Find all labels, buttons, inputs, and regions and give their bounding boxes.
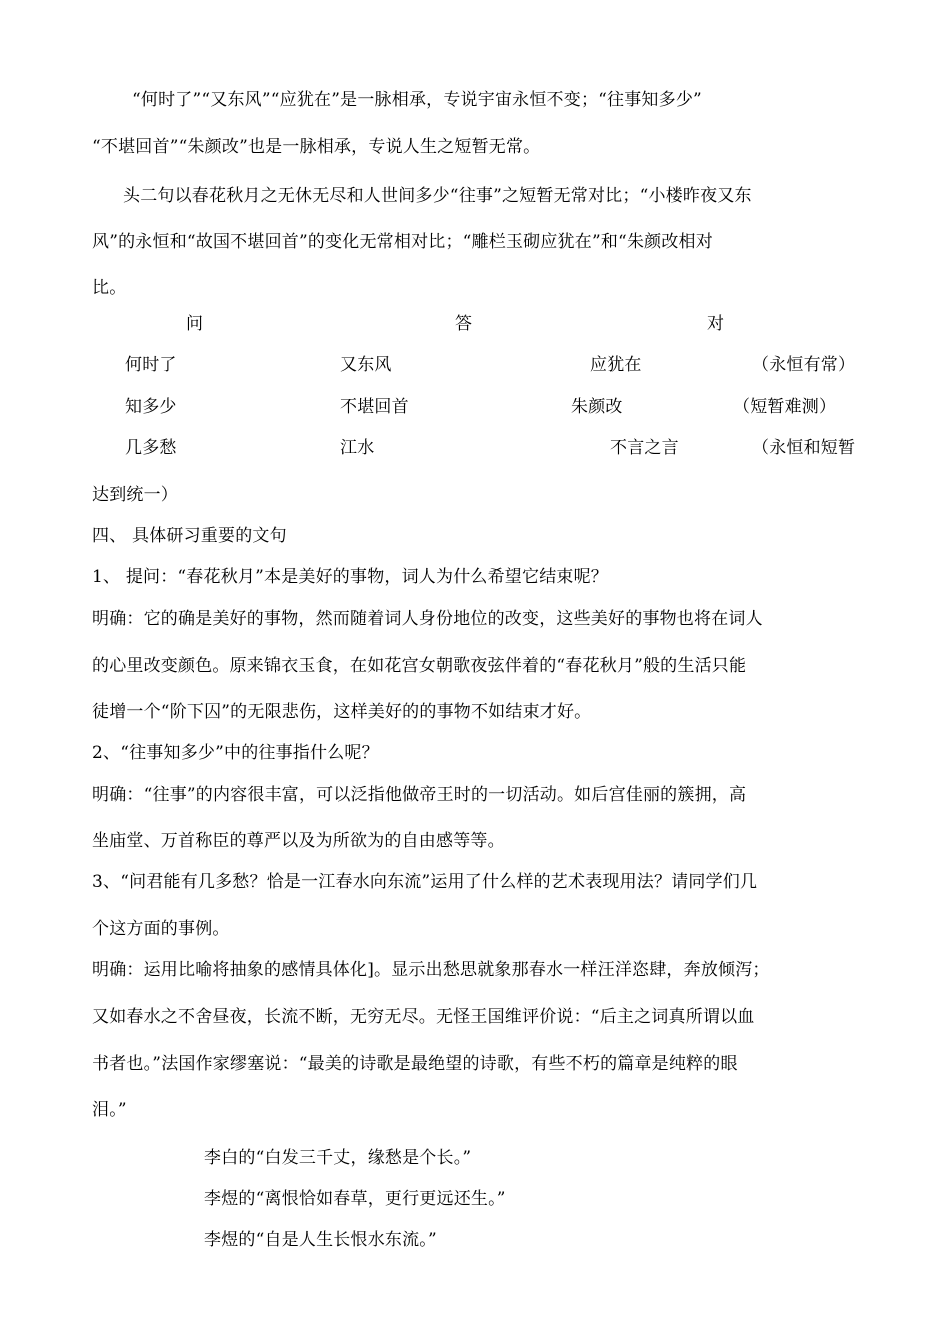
answer-2-line-2: 坐庙堂、万首称臣的尊严以及为所欲为的自由感等等。	[92, 831, 505, 851]
question-3-line-1: 3、“问君能有几多愁？恰是一江春水向东流”运用了什么样的艺术表现用法？请同学们几	[92, 872, 758, 892]
question-3-line-2: 个这方面的事例。	[92, 919, 230, 939]
table-header-ask: 问	[186, 314, 204, 334]
answer-1-line-2: 的心里改变颜色。原来锦衣玉食，在如花宫女朝歌夜弦伴着的“春花秋月”般的生活只能	[92, 656, 747, 676]
paragraph-1-line-1: “何时了”“又东风”“应犹在”是一脉相承，专说宇宙永恒不变；“往事知多少”	[132, 90, 702, 110]
section-4-heading: 四、 具体研习重要的文句	[92, 526, 287, 546]
answer-1-line-1: 明确：它的确是美好的事物，然而随着词人身份地位的改变，这些美好的事物也将在词人	[92, 609, 763, 629]
answer-3-line-2: 又如春水之不舍昼夜，长流不断，无穷无尽。无怪王国维评价说：“后主之词真所谓以血	[92, 1007, 755, 1027]
table-header-answer: 答	[455, 314, 473, 334]
table-row-2-answer: 不堪回首	[340, 397, 409, 417]
example-quote-3: 李煜的“自是人生长恨水东流。”	[204, 1230, 437, 1250]
question-1: 1、 提问：“春花秋月”本是美好的事物，词人为什么希望它结束呢？	[92, 567, 609, 587]
table-header-pair: 对	[707, 314, 725, 334]
table-row-2-ask: 知多少	[125, 397, 177, 417]
answer-3-line-3: 书者也。”法国作家缪塞说：“最美的诗歌是最绝望的诗歌，有些不朽的篇章是纯粹的眼	[92, 1054, 738, 1074]
table-note-wrap: 达到统一）	[92, 485, 178, 505]
example-quote-2: 李煜的“离恨恰如春草，更行更远还生。”	[204, 1189, 506, 1209]
answer-2-line-1: 明确：“往事”的内容很丰富，可以泛指他做帝王时的一切活动。如后宫佳丽的簇拥，高	[92, 785, 747, 805]
example-quote-1: 李白的“白发三千丈，缘愁是个长。”	[204, 1148, 472, 1168]
answer-1-line-3: 徒增一个“阶下囚”的无限悲伤，这样美好的的事物不如结束才好。	[92, 702, 592, 722]
table-row-3-answer: 江水	[340, 438, 375, 458]
table-row-3-ask: 几多愁	[125, 438, 177, 458]
table-row-1-note: （永恒有常）	[752, 355, 856, 375]
paragraph-2-line-1: 头二句以春花秋月之无休无尽和人世间多少“往事”之短暂无常对比；“小楼昨夜又东	[123, 186, 752, 206]
question-2: 2、“往事知多少”中的往事指什么呢？	[92, 743, 379, 763]
table-row-1-ask: 何时了	[125, 355, 177, 375]
paragraph-2-line-3: 比。	[92, 278, 127, 298]
answer-3-line-4: 泪。”	[92, 1100, 127, 1120]
table-row-1-answer: 又东风	[340, 355, 392, 375]
table-row-3-note: （永恒和短暂	[752, 438, 856, 458]
paragraph-1-line-2: “不堪回首”“朱颜改”也是一脉相承，专说人生之短暂无常。	[92, 137, 541, 157]
table-row-1-pair: 应犹在	[590, 355, 642, 375]
table-row-2-pair: 朱颜改	[571, 397, 623, 417]
table-row-3-pair: 不言之言	[610, 438, 679, 458]
paragraph-2-line-2: 风”的永恒和“故国不堪回首”的变化无常相对比；“雕栏玉砌应犹在”和“朱颜改相对	[92, 232, 713, 252]
answer-3-line-1: 明确：运用比喻将抽象的感情具体化]。显示出愁思就象那春水一样汪洋恣肆，奔放倾泻；	[92, 960, 770, 980]
table-row-2-note: （短暂难测）	[733, 397, 837, 417]
